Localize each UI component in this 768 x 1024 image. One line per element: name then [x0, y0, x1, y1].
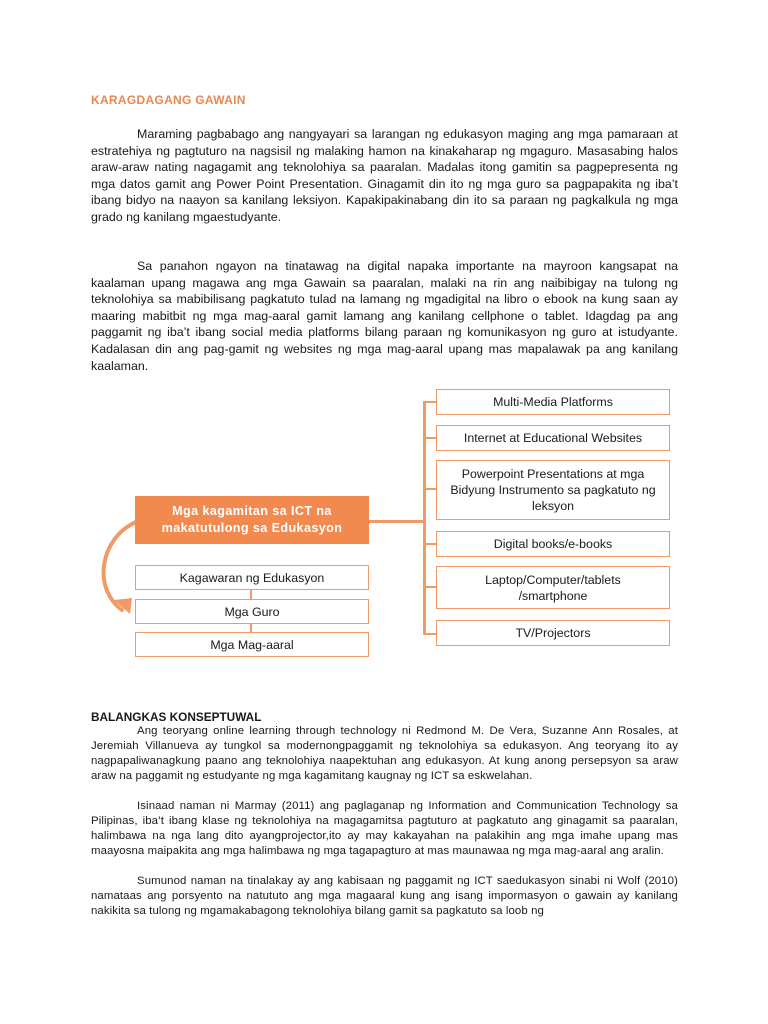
- connector-branch-6: [423, 633, 436, 635]
- connector-branch-5: [423, 586, 436, 588]
- connector-branch-4: [423, 543, 436, 545]
- right-item-powerpoint: Powerpoint Presentations at mga Bidyung Instrumento sa pagkatuto ng leksyon: [436, 460, 670, 520]
- left-item-kagawaran: Kagawaran ng Edukasyon: [135, 565, 369, 590]
- framework-paragraph-2: Isinaad naman ni Marmay (2011) ang paglaganap ng Information and Communication Technology sa Pilipinas, iba’t ibang klase ng teknolohiya na magagamitsa pagtuturo at pagkatuto ang ginagamit sa paaralan, halimbawa na nga lang dito ayangprojector,ito ay may kakayahan na palakihin ang mga imahe upang mas maayosna maipakita ang mga halimbawa ng mga tagapagturo at mas maunawaa ng mga mag-aaral ang aralin.: [91, 800, 678, 858]
- framework-paragraph-1: Ang teoryang online learning through technology ni Redmond M. De Vera, Suzanne Ann Rosales, at Jeremiah Villanueva ay tungkol sa modernongpaggamit ng teknolohiya sa edukasyon. Ang teoryang ito ay nagpapaliwanagkung paano ang teknolohiya naapektuhan ang edukasyon. At kung anong persepsyon sa araw araw na paggamit ng estudyante ng mga kagamitang kaugnay ng ICT sa eskwelahan.: [91, 725, 678, 783]
- right-item-multimedia: Multi-Media Platforms: [436, 389, 670, 415]
- right-item-tv-projectors: TV/Projectors: [436, 620, 670, 646]
- paragraph-1: Maraming pagbabago ang nangyayari sa larangan ng edukasyon maging ang mga pamaraan at estratehiya ng pagtuturo na nagsisil ng malaking hamon na kinakaharap ng mgaguro. Masasabing halos araw-araw nating nagagamit ang teknolohiya sa paaralan. Madalas itong gamitin sa pagpepresenta ng mga datos gamit ang Power Point Presentation. Ginagamit din ito ng mga guro sa pagpapakita ng iba’t ibang bidyo na naayon sa kanilang leksiyon. Kapakipakinabang din ito sa paraan ng pagkalkula ng mga grado ng kanilang mgaestudyante.: [91, 127, 678, 224]
- connector-main-horizontal: [369, 520, 425, 523]
- framework-paragraph-3: Sumunod naman na tinalakay ay ang kabisaan ng paggamit ng ICT saedukasyon sinabi ni Wolf (2010) namataas ang porsyento na natututo ang mga magaaral kung ang isang impormasyon o gawain ay kanilang nakikita sa tulong ng mgamakabagong teknolohiya bilang gamit sa pagkatuto sa loob ng: [91, 875, 678, 918]
- central-concept-box: Mga kagamitan sa ICT na makatutulong sa Edukasyon: [135, 496, 369, 544]
- connector-branch-1: [423, 401, 436, 403]
- right-item-digital-books: Digital books/e-books: [436, 531, 670, 557]
- right-item-internet: Internet at Educational Websites: [436, 425, 670, 451]
- left-item-mag-aaral: Mga Mag-aaral: [135, 632, 369, 657]
- paragraph-2: Sa panahon ngayon na tinatawag na digital napaka importante na mayroon kangsapat na kaalaman upang magawa ang mga Gawain sa paaralan, malaki na rin ang naibibigay na tulong ng teknolohiya sa mabibilisang pagkatuto tulad na lamang ng mgadigital na libro o ebook na kung saan ay maaring mabitbit ng mga mag-aaral gamit lamang ang kanilang cellphone o tablet. Idagdag pa ang paggamit ng iba’t ibang social media platforms bilang paraan ng komunikasyon ng guro at istudyante. Kadalasan din ang pag-gamit ng websites ng mga mag-aaral upang mas mapalawak pa ang kanilang kaalaman.: [91, 259, 678, 373]
- connector-branch-3: [423, 488, 436, 490]
- right-item-laptop: Laptop/Computer/tablets /smartphone: [436, 566, 670, 609]
- connector-branch-2: [423, 437, 436, 439]
- left-item-guro: Mga Guro: [135, 599, 369, 624]
- section-title: KARAGDAGANG GAWAIN: [91, 93, 246, 107]
- conceptual-framework-heading: BALANGKAS KONSEPTUWAL: [91, 710, 262, 724]
